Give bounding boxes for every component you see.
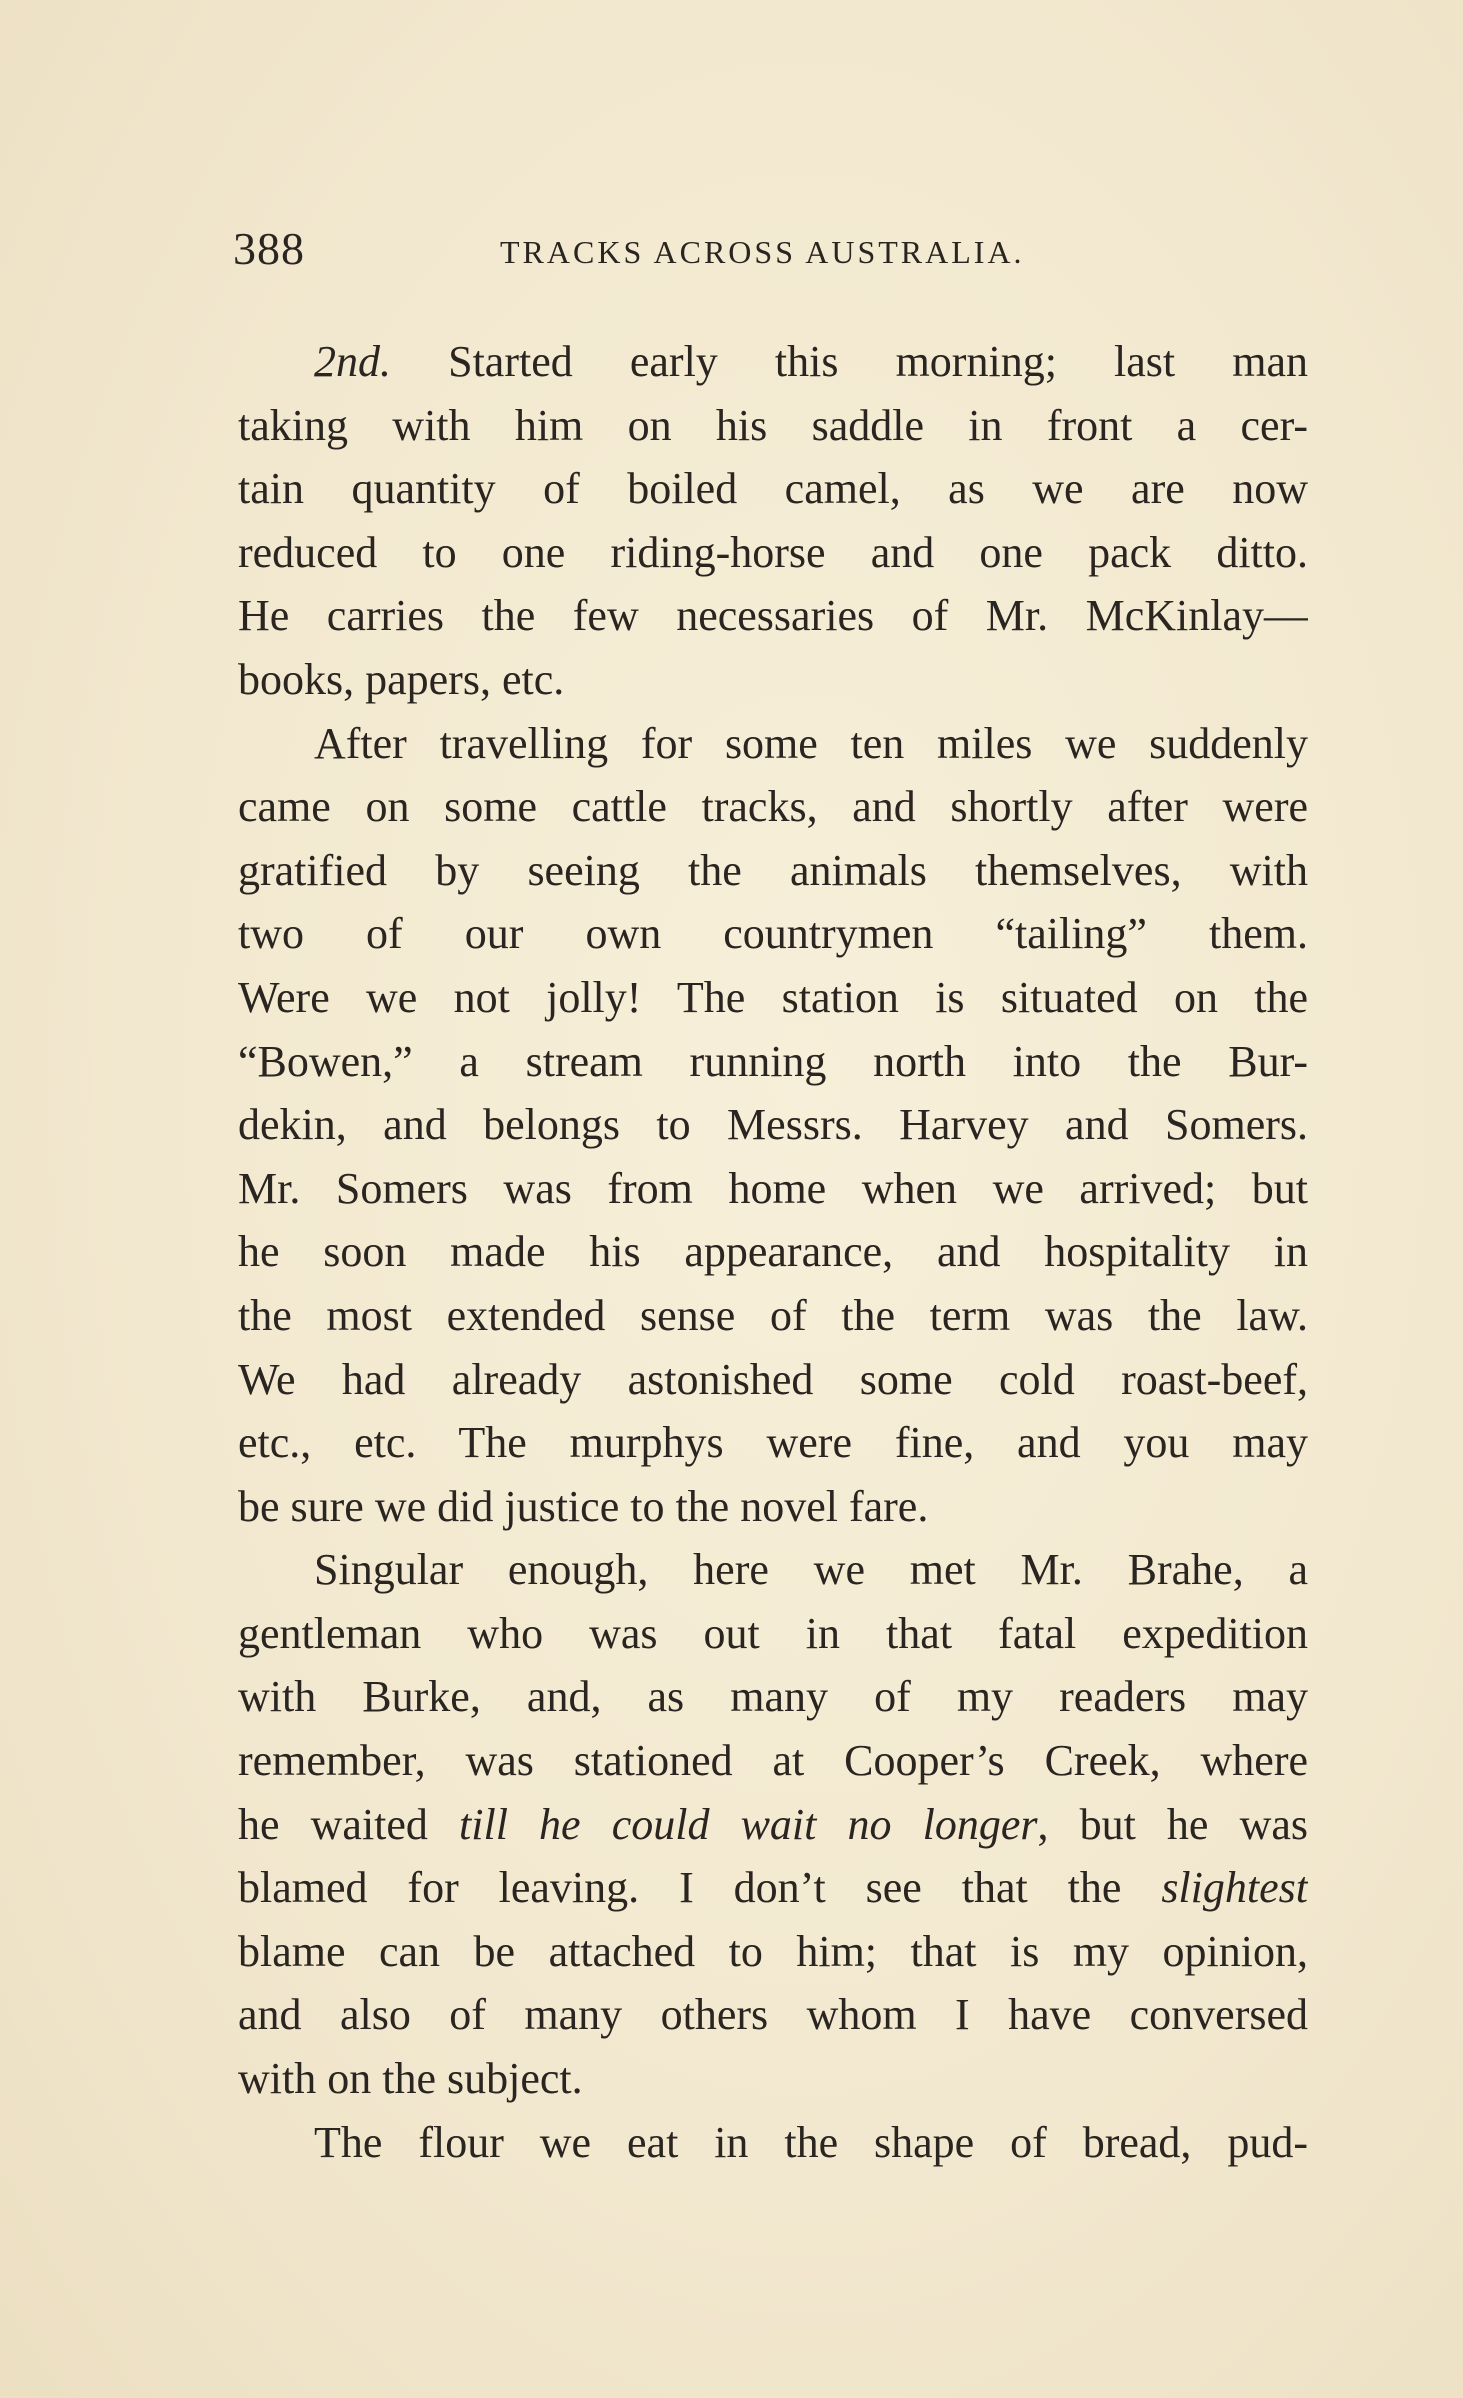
text-line: with on the subject. <box>238 2054 583 2104</box>
text-line: We had already astonished some cold roast-beef, <box>238 1354 1308 1404</box>
running-title: TRACKS ACROSS AUSTRALIA. <box>500 234 1025 270</box>
text-line: Singular enough, here we met Mr. Brahe, a <box>314 1545 1308 1595</box>
text-line: He carries the few necessaries of Mr. McKinlay— <box>238 591 1308 641</box>
text-line: gentleman who was out in that fatal expedition <box>238 1608 1308 1658</box>
text-line: reduced to one riding-horse and one pack ditto. <box>238 527 1308 577</box>
text-line: with Burke, and, as many of my readers may <box>238 1672 1308 1722</box>
text-line: dekin, and belongs to Messrs. Harvey and Somers. <box>238 1100 1308 1150</box>
text-line: blamed for leaving. I don’t see that the slightest <box>238 1863 1308 1913</box>
text-line: the most extended sense of the term was the law. <box>238 1290 1308 1340</box>
text-line: “Bowen,” a stream running north into the Bur- <box>238 1036 1308 1086</box>
text-line: he soon made his appearance, and hospitality in <box>238 1227 1308 1277</box>
text-line: taking with him on his saddle in front a cer- <box>238 400 1308 450</box>
text-line: The flour we eat in the shape of bread, pud- <box>314 2117 1308 2167</box>
text-line: etc., etc. The murphys were fine, and you may <box>238 1418 1308 1468</box>
text-line: books, papers, etc. <box>238 654 565 704</box>
text-line: After travelling for some ten miles we suddenly <box>314 718 1308 768</box>
text-line: Were we not jolly! The station is situated on the <box>238 972 1308 1022</box>
text-line: gratified by seeing the animals themselves, with <box>238 845 1308 895</box>
text-line: and also of many others whom I have conversed <box>238 1990 1308 2040</box>
body-text <box>238 330 1308 2174</box>
text-line: came on some cattle tracks, and shortly after were <box>238 782 1308 832</box>
text-line: he waited till he could wait no longer, but he was <box>238 1799 1308 1849</box>
text-line: blame can be attached to him; that is my opinion, <box>238 1926 1308 1976</box>
page-header <box>233 222 1308 282</box>
page-number: 388 <box>233 223 305 274</box>
text-line: remember, was stationed at Cooper’s Creek, where <box>238 1736 1308 1786</box>
text-line: be sure we did justice to the novel fare. <box>238 1481 929 1531</box>
text-line: two of our own countrymen “tailing” them. <box>238 909 1308 959</box>
text-line: 2nd. Started early this morning; last man <box>314 337 1308 386</box>
text-line: Mr. Somers was from home when we arrived; but <box>238 1163 1308 1213</box>
text-line: tain quantity of boiled camel, as we are now <box>238 464 1308 514</box>
